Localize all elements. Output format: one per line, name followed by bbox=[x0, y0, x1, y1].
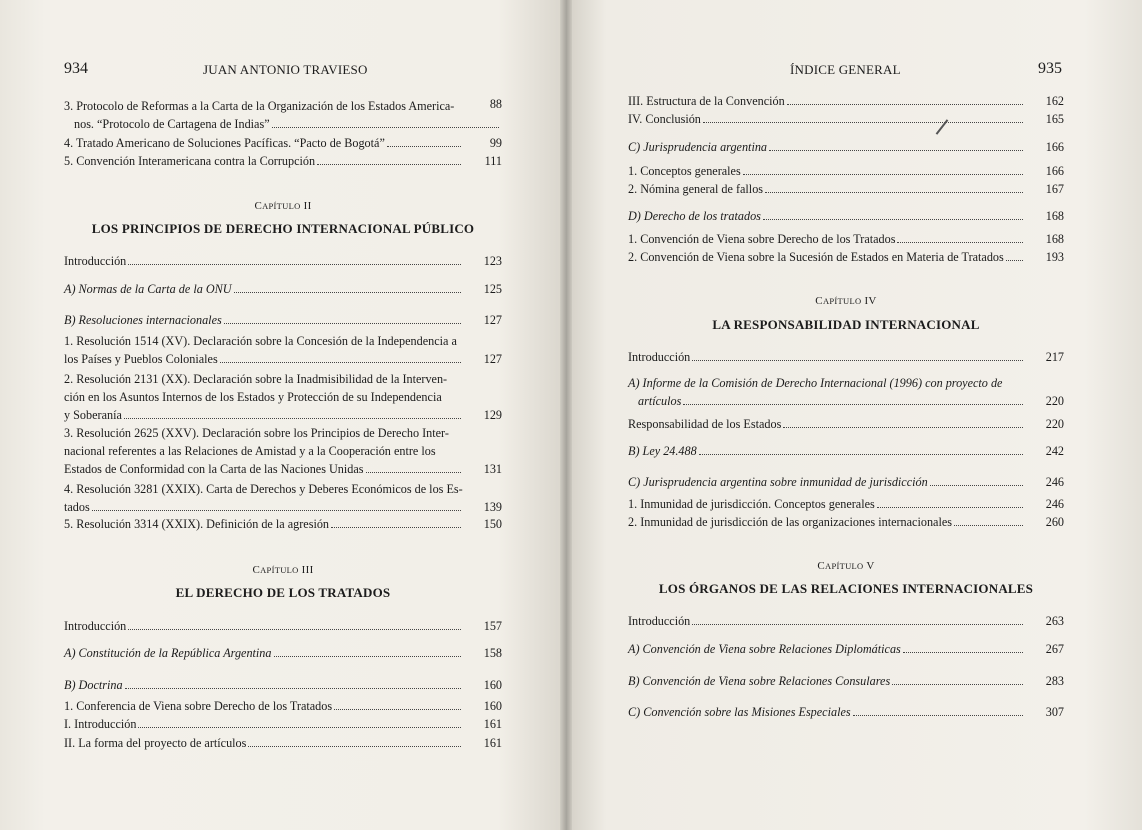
toc-page-number: 217 bbox=[1045, 350, 1064, 364]
toc-page-number: 165 bbox=[1045, 112, 1064, 126]
toc-entry: 1. Conferencia de Viena sobre Derecho de los Tratados 160 bbox=[64, 699, 502, 713]
toc-page-number: 220 bbox=[1045, 394, 1064, 408]
toc-page-number: 246 bbox=[1045, 475, 1064, 489]
left-page bbox=[0, 0, 566, 830]
book-gutter bbox=[560, 0, 572, 830]
toc-entry: IV. Conclusión 165 bbox=[628, 112, 1064, 126]
toc-page-number: 263 bbox=[1045, 614, 1064, 628]
toc-entry: 2. Resolución 2131 (XX). Declaración sobre la Inadmisibilidad de la Interven- ción en los Asuntos Internos de los Estados y Protección de su Independencia y Soberanía 129 bbox=[64, 372, 502, 422]
running-head: JUAN ANTONIO TRAVIESO bbox=[203, 62, 368, 77]
toc-entry: 3. Resolución 2625 (XXV). Declaración sobre los Principios de Derecho Inter- nacional referentes a las Relaciones de Amistad y a la Cooperación entre los Estados de Conformidad con la Carta de las Naciones Unidas 131 bbox=[64, 426, 502, 476]
toc-page-number: 123 bbox=[483, 254, 502, 268]
toc-page-number: 131 bbox=[483, 462, 502, 476]
toc-entry: 4. Tratado Americano de Soluciones Pacíficas. “Pacto de Bogotá” 99 bbox=[64, 136, 502, 150]
toc-page-number: 166 bbox=[1045, 140, 1064, 154]
toc-entry: 5. Convención Interamericana contra la Corrupción 111 bbox=[64, 154, 502, 168]
chapter-label: CAPÍTULO V bbox=[817, 560, 875, 572]
right-page bbox=[566, 0, 1142, 830]
toc-page-number: 161 bbox=[483, 736, 502, 750]
page-number: 935 bbox=[1038, 60, 1062, 77]
toc-page-number: 168 bbox=[1045, 209, 1064, 223]
toc-page-number: 246 bbox=[1045, 497, 1064, 511]
toc-page-number: 139 bbox=[483, 500, 502, 514]
toc-page-number: 88 bbox=[489, 97, 502, 111]
toc-entry: A) Convención de Viena sobre Relaciones Diplomáticas 267 bbox=[628, 642, 1064, 656]
toc-page-number: 267 bbox=[1045, 642, 1064, 656]
chapter-title: LA RESPONSABILIDAD INTERNACIONAL bbox=[712, 317, 980, 332]
toc-entry: B) Resoluciones internacionales 127 bbox=[64, 313, 502, 327]
toc-page-number: 127 bbox=[483, 352, 502, 366]
toc-page-number: 220 bbox=[1045, 417, 1064, 431]
toc-entry: 1. Resolución 1514 (XV). Declaración sobre la Concesión de la Independencia a los Países y Pueblos Coloniales 127 bbox=[64, 334, 502, 366]
toc-page-number: 168 bbox=[1045, 232, 1064, 246]
chapter-title: LOS PRINCIPIOS DE DERECHO INTERNACIONAL PÚBLICO bbox=[91, 221, 475, 236]
toc-entry: Introducción 157 bbox=[64, 619, 502, 633]
toc-page-number: 150 bbox=[483, 517, 502, 531]
toc-entry: A) Constitución de la República Argentina 158 bbox=[64, 646, 502, 660]
toc-entry: 2. Inmunidad de jurisdicción de las organizaciones internacionales 260 bbox=[628, 515, 1064, 529]
toc-entry: B) Convención de Viena sobre Relaciones Consulares 283 bbox=[628, 674, 1064, 688]
page-number: 934 bbox=[64, 60, 88, 77]
toc-page-number: 129 bbox=[483, 408, 502, 422]
toc-page-number: 307 bbox=[1045, 705, 1064, 719]
toc-entry: 2. Convención de Viena sobre la Sucesión de Estados en Materia de Tratados 193 bbox=[628, 250, 1064, 264]
toc-entry: 3. Protocolo de Reformas a la Carta de la Organización de los Estados America- nos. “Protocolo de Cartagena de Indias” 88 bbox=[64, 97, 502, 131]
toc-entry: D) Derecho de los tratados 168 bbox=[628, 209, 1064, 223]
toc-entry: C) Convención sobre las Misiones Especiales 307 bbox=[628, 705, 1064, 719]
toc-page-number: 158 bbox=[483, 646, 502, 660]
chapter-title: EL DERECHO DE LOS TRATADOS bbox=[175, 585, 391, 600]
toc-entry: B) Ley 24.488 242 bbox=[628, 444, 1064, 458]
toc-entry: C) Jurisprudencia argentina 166 bbox=[628, 140, 1064, 154]
toc-entry: 1. Conceptos generales 166 bbox=[628, 164, 1064, 178]
toc-entry: Responsabilidad de los Estados 220 bbox=[628, 417, 1064, 431]
running-head: ÍNDICE GENERAL bbox=[790, 62, 901, 77]
chapter-label: CAPÍTULO III bbox=[252, 564, 314, 576]
toc-page-number: 166 bbox=[1045, 164, 1064, 178]
toc-page-number: 193 bbox=[1045, 250, 1064, 264]
toc-page-number: 127 bbox=[483, 313, 502, 327]
toc-entry: A) Normas de la Carta de la ONU 125 bbox=[64, 282, 502, 296]
toc-page-number: 242 bbox=[1045, 444, 1064, 458]
toc-page-number: 162 bbox=[1045, 94, 1064, 108]
toc-entry: A) Informe de la Comisión de Derecho Internacional (1996) con proyecto de artículos 220 bbox=[628, 376, 1064, 408]
toc-entry: C) Jurisprudencia argentina sobre inmunidad de jurisdicción 246 bbox=[628, 475, 1064, 489]
toc-entry: 5. Resolución 3314 (XXIX). Definición de la agresión 150 bbox=[64, 517, 502, 531]
toc-page-number: 125 bbox=[483, 282, 502, 296]
toc-page-number: 161 bbox=[483, 717, 502, 731]
toc-entry: 1. Inmunidad de jurisdicción. Conceptos generales 246 bbox=[628, 497, 1064, 511]
toc-page-number: 160 bbox=[483, 678, 502, 692]
toc-entry: I. Introducción 161 bbox=[64, 717, 502, 731]
toc-entry: Introducción 217 bbox=[628, 350, 1064, 364]
toc-page-number: 111 bbox=[484, 154, 502, 168]
toc-page-number: 160 bbox=[483, 699, 502, 713]
toc-page-number: 283 bbox=[1045, 674, 1064, 688]
toc-page-number: 99 bbox=[489, 136, 502, 150]
toc-entry: 2. Nómina general de fallos 167 bbox=[628, 182, 1064, 196]
toc-entry: Introducción 123 bbox=[64, 254, 502, 268]
toc-page-number: 260 bbox=[1045, 515, 1064, 529]
toc-page-number: 157 bbox=[483, 619, 502, 633]
toc-page-number: 167 bbox=[1045, 182, 1064, 196]
chapter-label: CAPÍTULO II bbox=[254, 200, 312, 212]
chapter-title: LOS ÓRGANOS DE LAS RELACIONES INTERNACIONALES bbox=[658, 581, 1034, 596]
chapter-label: CAPÍTULO IV bbox=[815, 295, 877, 307]
toc-entry: 4. Resolución 3281 (XXIX). Carta de Derechos y Deberes Económicos de los Es- tados 139 bbox=[64, 482, 502, 514]
toc-entry: 1. Convención de Viena sobre Derecho de los Tratados 168 bbox=[628, 232, 1064, 246]
toc-entry: B) Doctrina 160 bbox=[64, 678, 502, 692]
toc-entry: II. La forma del proyecto de artículos 161 bbox=[64, 736, 502, 750]
toc-entry: III. Estructura de la Convención 162 bbox=[628, 94, 1064, 108]
toc-entry: Introducción 263 bbox=[628, 614, 1064, 628]
